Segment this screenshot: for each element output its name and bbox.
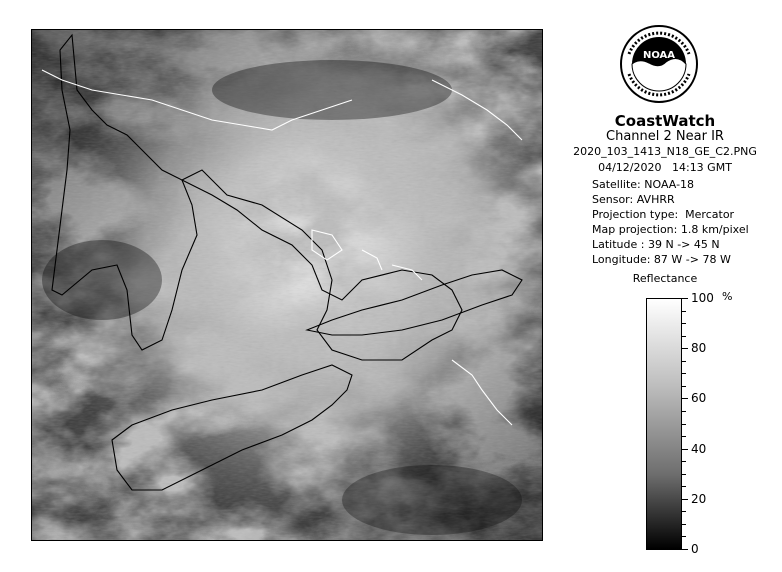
metadata-row: Sensor: AVHRR: [592, 193, 675, 206]
colorbar-minor-tick: [682, 486, 686, 487]
colorbar-minor-tick: [682, 474, 686, 475]
colorbar-tick-label: 100: [691, 291, 714, 305]
channel-label: Channel 2 Near IR: [606, 129, 724, 144]
svg-text:NOAA: NOAA: [642, 50, 676, 61]
filename-label: 2020_103_1413_N18_GE_C2.PNG: [573, 145, 757, 158]
noaa-logo-icon: [619, 24, 699, 104]
metadata-row: Latitude : 39 N -> 45 N: [592, 238, 720, 251]
colorbar-major-tick: [682, 549, 688, 550]
colorbar-minor-tick: [682, 323, 686, 324]
metadata-list: [592, 177, 749, 267]
colorbar-minor-tick: [682, 386, 686, 387]
colorbar-minor-tick: [682, 361, 686, 362]
colorbar-tick-label: 20: [691, 491, 707, 506]
colorbar-minor-tick: [682, 536, 686, 537]
metadata-row: Projection type: Mercator: [592, 208, 735, 221]
colorbar-minor-tick: [682, 424, 686, 425]
colorbar-minor-tick: [682, 373, 686, 374]
datetime-label: [560, 161, 770, 174]
colorbar-minor-tick: [682, 436, 686, 437]
metadata-row: Map projection: 1.8 km/pixel: [592, 223, 749, 236]
scale-unit: %: [722, 290, 733, 303]
colorbar-major-tick: [682, 499, 688, 500]
reflectance-colorbar: [646, 298, 682, 550]
colorbar-minor-tick: [682, 461, 686, 462]
metadata-row: Longitude: 87 W -> 78 W: [592, 253, 731, 266]
metadata-row: Satellite: NOAA-18: [592, 178, 695, 191]
scale-label: Reflectance: [632, 272, 698, 285]
colorbar-major-tick: [682, 449, 688, 450]
colorbar-tick-label: 80: [691, 341, 707, 356]
colorbar-tick-label: 40: [691, 441, 707, 456]
satellite-image-map: [31, 29, 543, 541]
colorbar-major-tick: [682, 348, 688, 349]
colorbar-tick-label: 60: [691, 391, 707, 406]
colorbar-minor-tick: [682, 311, 686, 312]
time-value: 14:13 GMT: [671, 161, 732, 174]
colorbar-tick-label: 0: [691, 542, 699, 556]
colorbar-minor-tick: [682, 524, 686, 525]
app-title: CoastWatch: [614, 112, 716, 130]
colorbar-minor-tick: [682, 411, 686, 412]
date-value: 04/12/2020: [598, 161, 662, 174]
colorbar-major-tick: [682, 398, 688, 399]
colorbar-major-tick: [682, 298, 688, 299]
colorbar-minor-tick: [682, 336, 686, 337]
colorbar-minor-tick: [682, 511, 686, 512]
